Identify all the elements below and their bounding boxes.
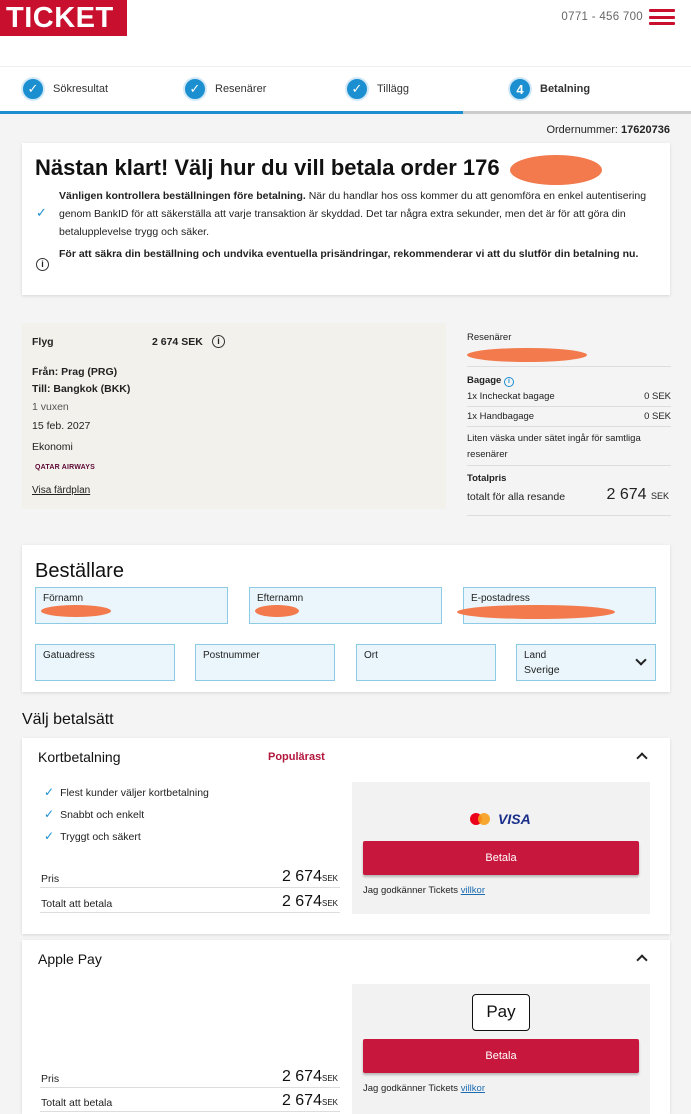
last-name-field[interactable]: Efternamn xyxy=(249,587,442,624)
baggage-note: Liten väska under sätet ingår för samtliga resenärer xyxy=(467,433,641,460)
chevron-up-icon[interactable] xyxy=(636,752,647,763)
step-tillagg[interactable] xyxy=(345,77,409,101)
step-label: Betalning xyxy=(540,83,591,95)
terms-text: Jag godkänner Tickets villkor xyxy=(363,885,485,896)
city-field[interactable]: Ort xyxy=(356,644,496,681)
flight-summary xyxy=(22,323,446,509)
info-icon[interactable]: i xyxy=(212,335,225,348)
qatar-airways-logo: QATAR AIRWAYS xyxy=(35,464,96,471)
step-sokresultat[interactable] xyxy=(21,77,108,101)
first-name-field[interactable]: Förnamn xyxy=(35,587,228,624)
payment-title: Kortbetalning xyxy=(38,749,121,765)
visa-icon: VISA xyxy=(498,811,531,827)
site-header xyxy=(0,0,691,66)
progress-stepper xyxy=(0,66,691,114)
payment-title: Apple Pay xyxy=(38,951,102,967)
terms-text: Jag godkänner Tickets villkor xyxy=(363,1083,485,1094)
flight-price: 2 674 SEK xyxy=(152,336,203,348)
travelers-label: Resenärer xyxy=(467,332,512,343)
step-label: Sökresultat xyxy=(53,83,109,95)
flight-to: Till: Bangkok (BKK) xyxy=(32,383,131,395)
pay-button[interactable]: Betala xyxy=(363,1039,639,1073)
total-sub: totalt för alla resande xyxy=(467,491,566,503)
flight-cabin: Ekonomi xyxy=(32,441,73,453)
apple-pay-option[interactable] xyxy=(22,940,670,1114)
flight-label: Flyg xyxy=(32,336,54,348)
redaction-mark xyxy=(467,348,587,362)
email-field[interactable]: E-postadress xyxy=(463,587,656,624)
info-icon: i xyxy=(36,258,49,271)
customer-form xyxy=(22,545,670,692)
hamburger-menu-icon[interactable] xyxy=(649,9,675,25)
benefit-item: ✓ Tryggt och säkert xyxy=(44,829,141,843)
ticket-logo[interactable] xyxy=(0,0,127,36)
logo-text: TICKET xyxy=(6,2,114,34)
flight-passengers: 1 vuxen xyxy=(32,401,69,413)
pay-button[interactable]: Betala xyxy=(363,841,639,875)
postal-code-field[interactable]: Postnummer xyxy=(195,644,335,681)
terms-link[interactable]: villkor xyxy=(460,885,485,896)
notice-bold: Vänligen kontrollera beställningen före betalning. xyxy=(59,190,306,202)
total-row: Totalt att betala 2 674SEK xyxy=(40,889,340,913)
page-title: Nästan klart! Välj hur du vill betala order 176 xyxy=(35,155,500,180)
checkmark-icon: ✓ xyxy=(183,77,207,101)
bankid-notice xyxy=(36,187,656,241)
checkmark-icon: ✓ xyxy=(44,807,55,821)
chevron-up-icon[interactable] xyxy=(636,954,647,965)
step-number: 4 xyxy=(508,77,532,101)
price-row: Pris 2 674SEK xyxy=(40,864,340,888)
popular-badge: Populärast xyxy=(268,751,325,763)
baggage-row-hand: 1x Handbagage 0 SEK xyxy=(467,411,671,422)
checkmark-icon: ✓ xyxy=(21,77,45,101)
benefit-item: ✓ Snabbt och enkelt xyxy=(44,807,145,821)
card-pay-box xyxy=(352,782,650,914)
step-resenarer[interactable] xyxy=(183,77,266,101)
payment-section-title: Välj betalsätt xyxy=(22,711,114,728)
price-row: Pris 2 674SEK xyxy=(40,1064,340,1088)
progress-fill xyxy=(0,111,463,114)
baggage-label: Bagage i xyxy=(467,375,671,387)
order-value: 17620736 xyxy=(621,124,670,136)
notice-text: När du handlar hos oss kommer du att genomföra en enkel autentisering genom BankID för att säkerställa att varje transaktion är skyddad. Det tar några extra sekunder, men det är för att göra din betalupplevelse trygg och säker. xyxy=(59,190,647,238)
form-title: Beställare xyxy=(35,560,124,582)
progress-bar xyxy=(0,111,691,114)
info-icon[interactable]: i xyxy=(504,377,514,387)
intro-card xyxy=(22,143,670,295)
step-label: Tillägg xyxy=(377,83,409,95)
terms-link[interactable]: villkor xyxy=(460,1083,485,1094)
baggage-row-checked: 1x Incheckat bagage 0 SEK xyxy=(467,391,671,402)
step-label: Resenärer xyxy=(215,83,267,95)
order-number xyxy=(546,124,670,136)
phone-number[interactable]: 0771 - 456 700 xyxy=(561,11,643,23)
flight-date: 15 feb. 2027 xyxy=(32,420,91,432)
street-field[interactable]: Gatuadress xyxy=(35,644,175,681)
apple-pay-logo: Pay xyxy=(472,994,530,1031)
total-row: Totalt att betala 2 674SEK xyxy=(40,1088,340,1112)
country-select[interactable]: Land Sverige xyxy=(516,644,656,681)
total-label: Totalpris xyxy=(467,473,507,484)
benefit-item: ✓ Flest kunder väljer kortbetalning xyxy=(44,785,209,799)
itinerary-link[interactable]: Visa färdplan xyxy=(32,485,91,496)
checkmark-icon: ✓ xyxy=(44,829,55,843)
step-betalning xyxy=(508,77,590,101)
price-notice xyxy=(36,245,656,271)
order-label: Ordernummer: xyxy=(546,124,618,136)
apple-pay-box xyxy=(352,984,650,1114)
flight-from: Från: Prag (PRG) xyxy=(32,366,118,378)
checkmark-icon: ✓ xyxy=(345,77,369,101)
price-notice-text: För att säkra din beställning och undvika eventuella prisändringar, rekommenderar vi att du slutför din betalning nu. xyxy=(59,248,639,260)
checkmark-icon: ✓ xyxy=(36,205,47,220)
chevron-down-icon xyxy=(635,654,646,665)
total-value: 2 674 SEK xyxy=(606,486,669,503)
card-payment-option[interactable] xyxy=(22,738,670,934)
checkmark-icon: ✓ xyxy=(44,785,55,799)
redaction-mark xyxy=(510,155,602,185)
